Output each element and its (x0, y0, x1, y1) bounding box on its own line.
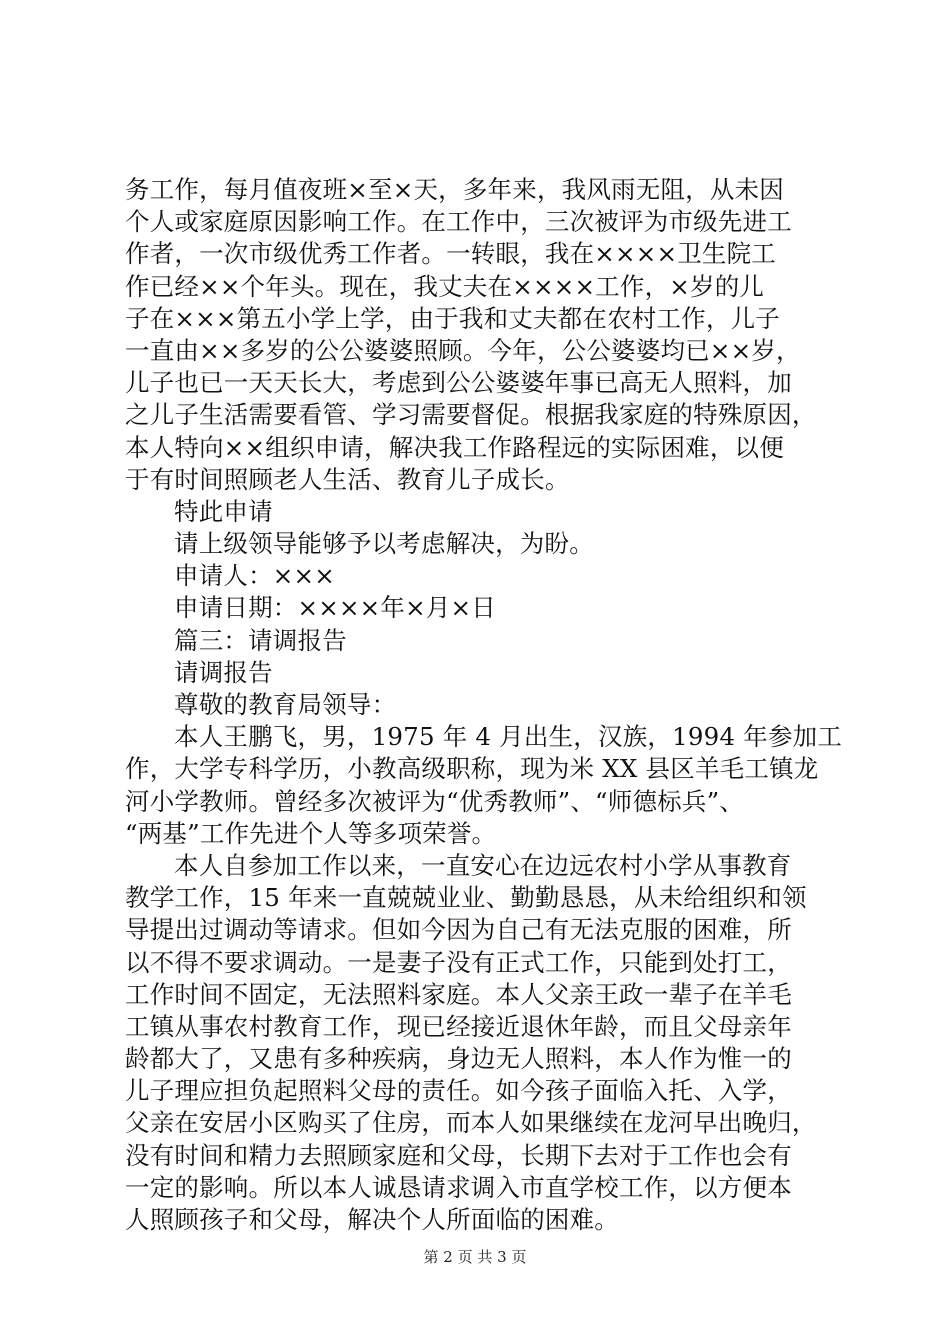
text-line: 以不得不要求调动。一是妻子没有正式工作，只能到处打工， (125, 947, 792, 977)
text-line: 之儿子生活需要看管、学习需要督促。根据我家庭的特殊原因， (125, 400, 817, 430)
text-line: 本人自参加工作以来，一直安心在边远农村小学从事教育 (174, 850, 792, 880)
text-line: 父亲在安居小区购买了住房，而本人如果继续在龙河早出晚归， (125, 1108, 817, 1138)
date-line: 申请日期：××××年×月×日 (174, 593, 496, 623)
introduction-paragraph (125, 721, 845, 850)
text-line: 龄都大了，又患有多种疾病，身边无人照料，本人作为惟一的 (125, 1044, 792, 1074)
text-line: 河小学教师。曾经多次被评为“优秀教师”、“师德标兵”、 (125, 786, 744, 816)
salutation: 尊敬的教育局领导： (174, 690, 397, 719)
reason-paragraph (125, 850, 845, 1236)
text-line: 一定的影响。所以本人诚恳请求调入市直学校工作，以方便本 (125, 1172, 792, 1202)
text-line: 导提出过调动等请求。但如今因为自己有无法克服的困难，所 (125, 915, 792, 945)
report-title: 请调报告 (174, 657, 273, 687)
text-line: 人照顾孩子和父母，解决个人所面临的困难。 (125, 1205, 619, 1234)
text-line: 一直由××多岁的公公婆婆照顾。今年，公公婆婆均已××岁， (125, 335, 801, 365)
text-line: 务工作，每月值夜班×至×天，多年来，我风雨无阻，从未因 (125, 175, 784, 204)
closing-phrase: 特此申请 (174, 496, 273, 526)
document-body (125, 174, 845, 1236)
text-line: 儿子也已一天天长大，考虑到公公婆婆年事已高无人照料，加 (125, 368, 792, 398)
applicant-line: 申请人：××× (174, 561, 335, 591)
section-heading: 篇三：请调报告 (174, 625, 347, 655)
text-line: 个人或家庭原因影响工作。在工作中，三次被评为市级先进工 (125, 207, 792, 237)
text-line: 工作时间不固定，无法照料家庭。本人父亲王政一辈子在羊毛 (125, 979, 792, 1009)
page-indicator: 第 2 页 共 3 页 (423, 1248, 527, 1266)
request-line: 请上级领导能够予以考虑解决，为盼。 (174, 529, 594, 559)
page-footer (0, 1247, 950, 1267)
application-paragraph (125, 174, 845, 496)
text-line: 作已经××个年头。现在，我丈夫在××××工作，×岁的儿 (125, 271, 765, 301)
text-line: 于有时间照顾老人生活、教育儿子成长。 (125, 464, 570, 494)
text-line: 作者，一次市级优秀工作者。一转眼，我在××××卫生院工 (125, 239, 777, 269)
text-line: 本人王鹏飞，男，1975 年 4 月出生，汉族，1994 年参加工 (174, 722, 843, 752)
text-line: 作，大学专科学历，小教高级职称，现为米 XX 县区羊毛工镇龙 (125, 754, 819, 784)
text-line: 儿子理应担负起照料父母的责任。如今孩子面临入托、入学， (125, 1076, 792, 1106)
text-line: 没有时间和精力去照顾家庭和父母，长期下去对于工作也会有 (125, 1140, 792, 1170)
text-line: 子在×××第五小学上学，由于我和丈夫都在农村工作，儿子 (125, 303, 780, 333)
text-line: 教学工作，15 年来一直兢兢业业、勤勤恳恳，从未给组织和领 (125, 883, 807, 913)
text-line: 工镇从事农村教育工作，现已经接近退休年龄，而且父母亲年 (125, 1011, 792, 1041)
text-line: “两基”工作先进个人等多项荣誉。 (125, 818, 497, 848)
text-line: 本人特向××组织申请，解决我工作路程远的实际困难，以便 (125, 432, 784, 462)
